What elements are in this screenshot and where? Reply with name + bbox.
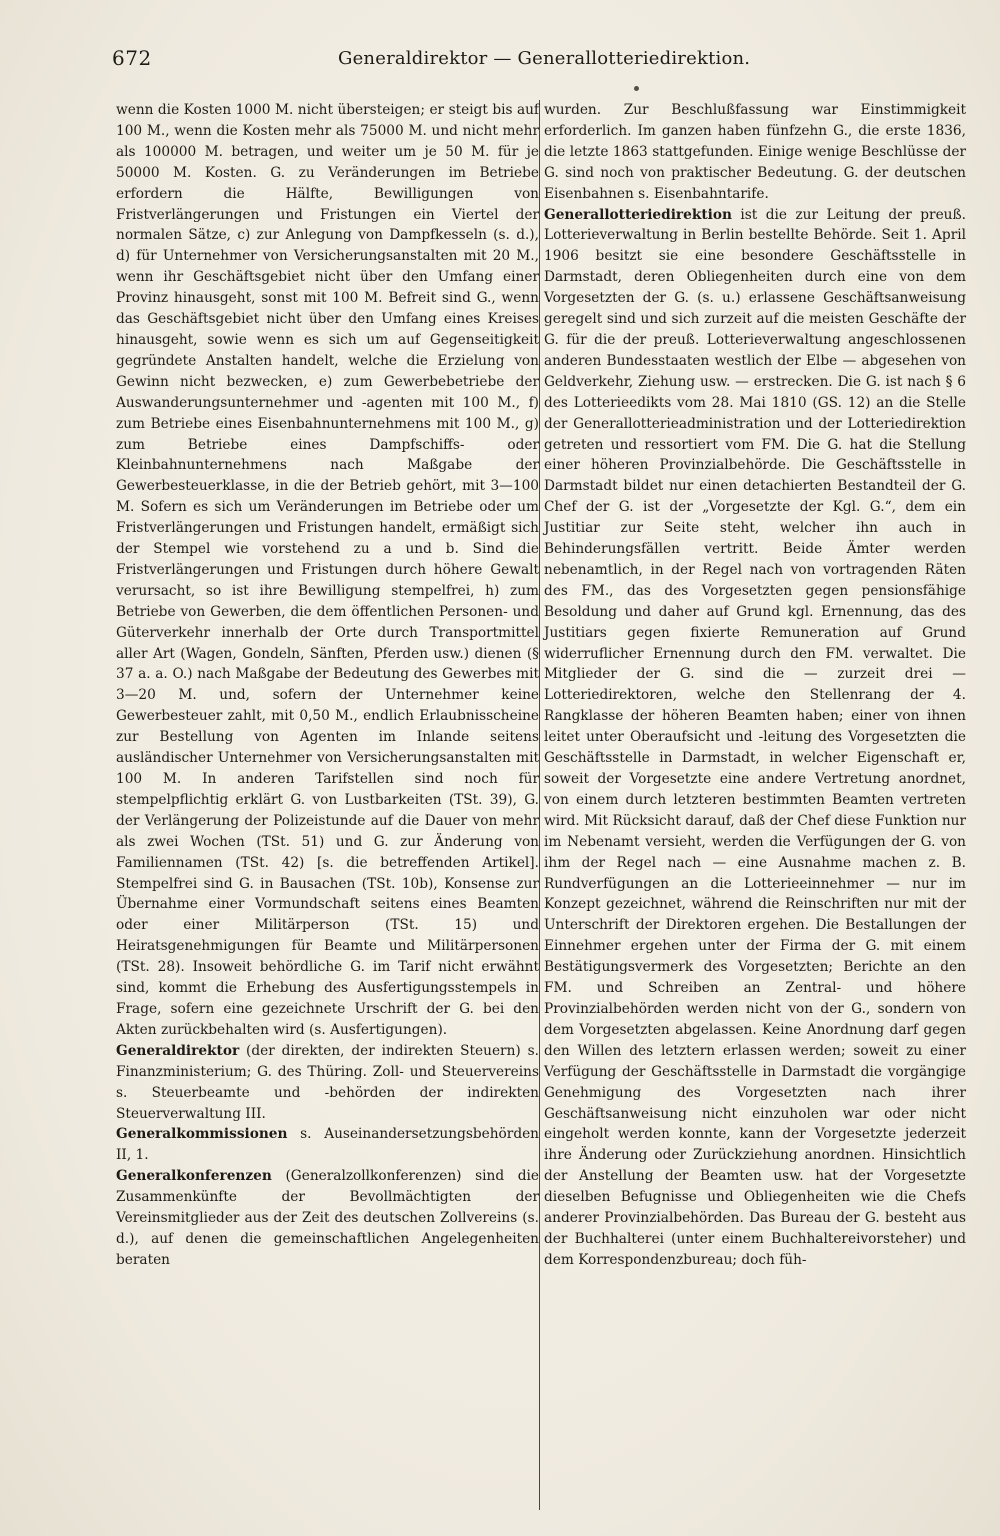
page-header xyxy=(112,46,972,76)
entry-term: Generalkonferenzen xyxy=(116,1168,272,1185)
entry-text: (der direkten, der indirekten Steuern) s. Finanzministerium; G. des Thüring. Zoll- und Steuervereins s. Steuerbeamte und -behörden der indirekten Steuerverwaltung III. xyxy=(116,1042,539,1122)
entry-generallotteriedirektion xyxy=(544,205,966,1271)
entry-text: ist die zur Leitung der preuß. Lotterieverwaltung in Berlin bestellte Behörde. Seit 1. April 1906 besitzt sie eine besondere Geschäftsstelle in Darmstadt, deren Obliegenheiten durch eine von dem Vorgesetzten der G. (s. u.) erlassene Geschäftsanweisung geregelt sind und sich zurzeit auf die meisten Geschäfte der G. für die der preuß. Lotterieverwaltung angeschlossenen anderen Bundesstaaten westlich der Elbe — abgesehen von Geldverkehr, Ziehung usw. — erstrecken. Die G. ist nach § 6 des Lotterieedikts vom 28. Mai 1810 (GS. 12) an die Stelle der Generallotterieadministration und der Lotteriedirektion getreten und ressortiert vom FM. Die G. hat die Stellung einer höheren Provinzialbehörde. Die Geschäftsstelle in Darmstadt bildet nur einen detachierten Bestandteil der G. Chef der G. ist der „Vorgesetzte der Kgl. G.“, dem ein Justitiar zur Seite steht, welcher ihn auch in Behinderungsfällen vertritt. Beide Ämter werden nebenamtlich, in der Regel nach von vortragenden Räten des FM., das des Vorgesetzten gegen pensionsfähige Besoldung und daher auf Grund kgl. Ernennung, das des Justitiars gegen fixierte Remuneration auf Grund widerruflicher Ernennung durch den FM. verwaltet. Die Mitglieder der G. sind die — zurzeit drei — Lotteriedirektoren, welche den Stellenrang der 4. Rangklasse der höheren Beamten haben; einer von ihnen leitet unter Oberaufsicht und -leitung des Vorgesetzten die Geschäftsstelle in Darmstadt, in welcher Eigenschaft er, soweit der Vorgesetzte eine andere Vertretung anordnet, von einem durch letzteren bestimmten Beamten vertreten wird. Mit Rücksicht darauf, daß der Chef diese Funktion nur im Nebenamt versieht, werden die Verfügungen der G. von ihm der Regel nach — eine Ausnahme machen z. B. Rundverfügungen an die Lotterieeinnehmer — nur im Konzept gezeichnet, während die Reinschriften nur mit der Unterschrift der Direktoren ergehen. Die Bestallungen der Einnehmer ergehen unter der Firma der G. mit einem Bestätigungsvermerk des Vorgesetzten; Berichte an den FM. und Schreiben an Zentral- und höhere Provinzialbehörden werden nicht von der G., sondern von dem Vorgesetzten abgelassen. Keine Anordnung darf gegen den Willen des letztern erlassen werden; soweit zu einer Verfügung der Geschäftsstelle in Darmstadt die vorgängige Genehmigung des Vorgesetzten nach ihrer Geschäftsanweisung nicht einzuholen war oder nicht eingeholt werden konnte, kann der Vorgesetzte jederzeit ihre Änderung oder Zurückziehung anordnen. Hinsichtlich der Anstellung der Beamten usw. hat der Vorgesetzte dieselben Befugnisse und Obliegenheiten wie die Chefs anderer Provinzialbehörden. Das Bureau der G. besteht aus der Buchhalterei (unter einem Buchhaltereivorsteher) und dem Korrespondenzbureau; doch füh- xyxy=(544,206,966,1268)
right-column-paragraph: wurden. Zur Beschlußfassung war Einstimmigkeit erforderlich. Im ganzen haben fünfzehn G., die erste 1836, die letzte 1863 stattgefunden. Einige wenige Beschlüsse der G. sind noch von praktischer Bedeutung. G. der deutschen Eisenbahnen s. Eisenbahntarife. xyxy=(544,102,966,202)
page-number: 672 xyxy=(112,46,152,70)
entry-term: Generalkommissionen xyxy=(116,1126,288,1143)
entry-term: Generaldirektor xyxy=(116,1042,240,1059)
running-head: Generaldirektor — Generallotteriedirektion. xyxy=(338,48,751,69)
print-speck xyxy=(634,86,639,91)
entry-term: Generallotteriedirektion xyxy=(544,206,732,223)
right-column xyxy=(544,100,966,1271)
entry-generalkonferenzen xyxy=(116,1166,539,1271)
entry-generaldirektor xyxy=(116,1041,539,1125)
left-column-paragraph: wenn die Kosten 1000 M. nicht übersteigen; er steigt bis auf 100 M., wenn die Kosten mehr als 75000 M. und nicht mehr als 100000 M. betragen, und weiter um je 50 M. für je 50000 M. Kosten. G. zu Veränderungen im Betriebe erfordern die Hälfte, Bewilligungen von Fristverlängerungen und Fristungen ein Viertel der normalen Sätze, c) zur Anlegung von Dampfkesseln (s. d.), d) für Unternehmer von Versicherungsanstalten mit 20 M., wenn ihr Geschäftsgebiet nicht über den Umfang einer Provinz hinausgeht, sonst mit 100 M. Befreit sind G., wenn das Geschäftsgebiet nicht über den Umfang eines Kreises hinausgeht, sowie wenn es sich um auf Gegenseitigkeit gegründete Anstalten handelt, welche die Erzielung von Gewinn nicht bezwecken, e) zum Gewerbebetriebe der Auswanderungsunternehmer und -agenten mit 100 M., f) zum Betriebe eines Eisenbahnunternehmens mit 100 M., g) zum Betriebe eines Dampfschiffs- oder Kleinbahnunternehmens nach Maßgabe der Gewerbesteuerklasse, in die der Betrieb gehört, mit 3—100 M. Sofern es sich um Veränderungen im Betriebe oder um Fristverlängerungen und Fristungen handelt, ermäßigt sich der Stempel wie vorstehend zu a und b. Sind die Fristverlängerungen und Fristungen durch höhere Gewalt verursacht, so ist ihre Bewilligung stempelfrei, h) zum Betriebe von Gewerben, die dem öffentlichen Personen- und Güterverkehr innerhalb der Orte durch Transportmittel aller Art (Wagen, Gondeln, Sänften, Pferden usw.) dienen (§ 37 a. a. O.) nach Maßgabe der Bedeutung des Gewerbes mit 3—20 M. und, sofern der Unternehmer keine Gewerbesteuer zahlt, mit 0,50 M., endlich Erlaubnisscheine zur Bestellung von Agenten im Inlande seitens ausländischer Unternehmer von Versicherungsanstalten mit 100 M. In anderen Tarifstellen sind noch für stempelpflichtig erklärt G. von Lustbarkeiten (TSt. 39), G. der Verlängerung der Polizeistunde auf die Dauer von mehr als zwei Wochen (TSt. 51) und G. zur Änderung von Familiennamen (TSt. 42) [s. die betreffenden Artikel]. Stempelfrei sind G. in Bausachen (TSt. 10b), Konsense zur Übernahme einer Vormundschaft seitens eines Beamten oder einer Militärperson (TSt. 15) und Heiratsgenehmigungen für Beamte und Militärpersonen (TSt. 28). Insoweit behördliche G. im Tarif nicht erwähnt sind, kommt die Erhebung des Ausfertigungsstempels in Frage, sofern eine gezeichnete Urschrift der G. bei den Akten zurückbehalten wird (s. Ausfertigungen). xyxy=(116,102,539,1038)
entry-text: (Generalzollkonferenzen) sind die Zusammenkünfte der Bevollmächtigten der Vereinsmitglieder aus der Zeit des deutschen Zollvereins (s. d.), auf denen die gemeinschaftlichen Angelegenheiten beraten xyxy=(116,1168,539,1268)
entry-generalkommissionen xyxy=(116,1124,539,1166)
column-divider xyxy=(539,100,540,1510)
entry-text: s. Auseinandersetzungsbehörden II, 1. xyxy=(116,1126,539,1164)
left-column xyxy=(116,100,539,1271)
